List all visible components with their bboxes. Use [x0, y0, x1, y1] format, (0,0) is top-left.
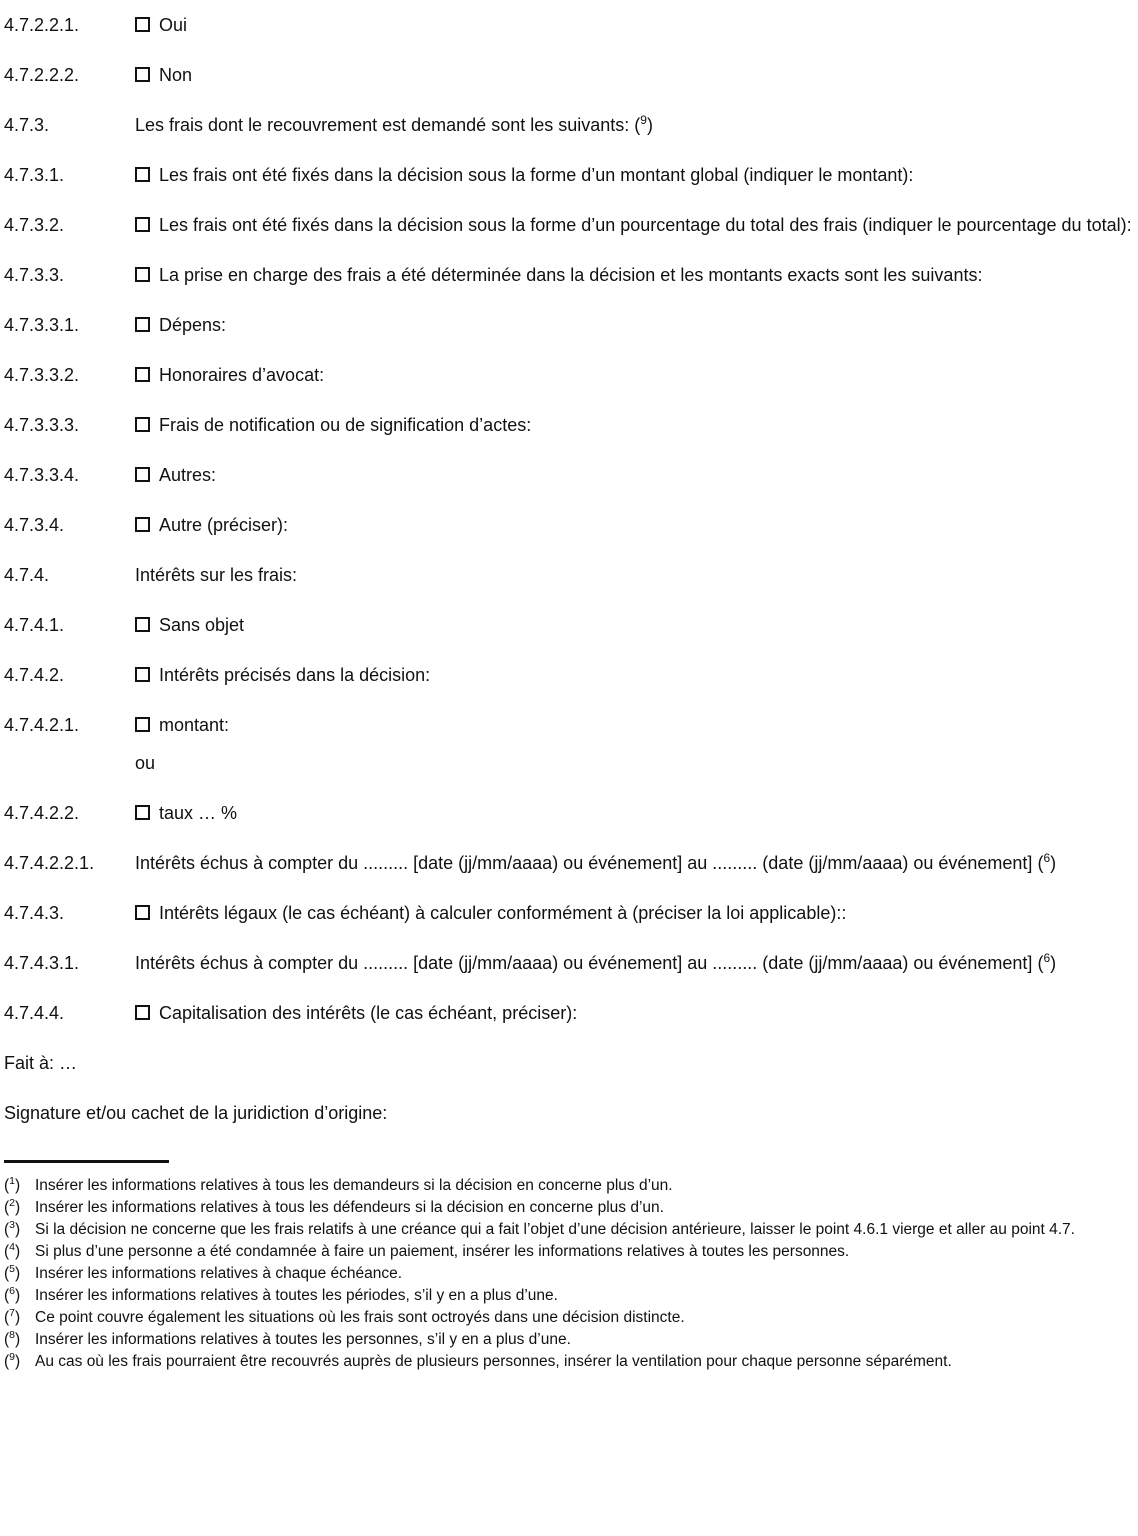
checkbox[interactable] — [135, 217, 150, 232]
item-number: 4.7.3.1. — [4, 165, 65, 185]
footnote-marker: ($^4$) — [4, 1240, 21, 1260]
checkbox[interactable] — [135, 267, 150, 282]
form-item-row — [4, 460, 1134, 490]
footnote-row — [4, 1219, 1134, 1241]
checkbox[interactable] — [135, 17, 150, 32]
form-item-row — [4, 110, 1134, 140]
item-number: 4.7.3.3.2. — [4, 365, 80, 385]
checkbox[interactable] — [135, 805, 150, 820]
closing-signature-line: Signature et/ou cachet de la juridiction d’origine: — [4, 1103, 388, 1123]
item-text: La prise en charge des frais a été déterminée dans la décision et les montants exacts sont les suivants: — [135, 260, 1134, 290]
footnote-text: Insérer les informations relatives à tous les défendeurs si la décision en concerne plus d’un. — [35, 1199, 664, 1216]
form-item-row — [4, 748, 1134, 778]
checkbox[interactable] — [135, 717, 150, 732]
checkbox[interactable] — [135, 667, 150, 682]
item-number: 4.7.4.2. — [4, 665, 65, 685]
footnote-row — [4, 1351, 1134, 1373]
item-number: 4.7.3.3.4. — [4, 465, 80, 485]
footnote-marker: ($^8$) — [4, 1328, 21, 1348]
form-item-row — [4, 898, 1134, 928]
item-text: Frais de notification ou de signification d’actes: — [135, 410, 1134, 440]
checkbox[interactable] — [135, 167, 150, 182]
item-text: Autre (préciser): — [135, 510, 1134, 540]
footnote-row — [4, 1329, 1134, 1351]
form-item-row — [4, 10, 1134, 40]
checkbox[interactable] — [135, 517, 150, 532]
form-item-row — [4, 210, 1134, 240]
item-text: Les frais ont été fixés dans la décision sous la forme d’un montant global (indiquer le montant): — [135, 160, 1134, 190]
item-text: taux … % — [135, 798, 1134, 828]
item-number: 4.7.3.3.1. — [4, 315, 80, 335]
item-number: 4.7.4.2.1. — [4, 715, 80, 735]
item-number: 4.7.3.4. — [4, 515, 65, 535]
footnote-marker: ($^7$) — [4, 1306, 21, 1326]
item-number: 4.7.4.1. — [4, 615, 65, 635]
item-text: ou — [135, 753, 156, 773]
item-text: Intérêts légaux (le cas échéant) à calculer conformément à (préciser la loi applicable):: — [135, 898, 1134, 928]
item-number: 4.7.4.4. — [4, 1003, 65, 1023]
footnote-text: Insérer les informations relatives à tous les demandeurs si la décision en concerne plus d’un. — [35, 1177, 673, 1194]
footnote-row — [4, 1175, 1134, 1197]
footnote-row — [4, 1241, 1134, 1263]
item-number — [4, 748, 135, 778]
form-item-row — [4, 660, 1134, 690]
footnote-marker: ($^3$) — [4, 1218, 21, 1238]
footnote-marker: ($^2$) — [4, 1196, 21, 1216]
footnote-ref: ($^9$) — [634, 113, 653, 135]
form-item-row — [4, 848, 1134, 878]
form-items-list — [4, 10, 1134, 1028]
form-item-row — [4, 560, 1134, 590]
footnote-text: Insérer les informations relatives à chaque échéance. — [35, 1265, 403, 1282]
checkbox[interactable] — [135, 617, 150, 632]
checkbox[interactable] — [135, 367, 150, 382]
footnote-row — [4, 1263, 1134, 1285]
item-number: 4.7.2.2.1. — [4, 15, 80, 35]
item-number: 4.7.4.2.2. — [4, 803, 80, 823]
footnote-text: Au cas où les frais pourraient être recouvrés auprès de plusieurs personnes, insérer la ventilation pour chaque personne séparément. — [35, 1353, 952, 1370]
item-text: Les frais dont le recouvrement est demandé sont les suivants: ($^9$) — [135, 113, 653, 135]
footnote-ref: ($^6$) — [1037, 851, 1057, 873]
form-item-row — [4, 948, 1134, 978]
footnotes-list — [4, 1175, 1134, 1373]
item-text: Intérêts échus à compter du ......... [date (jj/mm/aaaa) ou événement] au ......... (date (jj/mm/aaaa) ou événement] ($^6$) — [135, 851, 1057, 873]
footnote-text: Si plus d’une personne a été condamnée à faire un paiement, insérer les informations relatives à toutes les personnes. — [35, 1243, 850, 1260]
item-text: Dépens: — [135, 310, 1134, 340]
item-text: Honoraires d’avocat: — [135, 360, 1134, 390]
item-number: 4.7.4.3. — [4, 903, 65, 923]
form-item-row — [4, 310, 1134, 340]
footnote-row — [4, 1285, 1134, 1307]
form-item-row — [4, 360, 1134, 390]
checkbox[interactable] — [135, 67, 150, 82]
item-text: Autres: — [135, 460, 1134, 490]
form-item-row — [4, 160, 1134, 190]
item-text: Les frais ont été fixés dans la décision sous la forme d’un pourcentage du total des frais (indiquer le pourcentage du total): — [135, 210, 1134, 240]
footnote-marker: ($^6$) — [4, 1284, 21, 1304]
item-text: Capitalisation des intérêts (le cas échéant, préciser): — [135, 998, 1134, 1028]
form-item-row — [4, 798, 1134, 828]
footnote-text: Ce point couvre également les situations où les frais sont octroyés dans une décision distincte. — [35, 1309, 685, 1326]
item-number: 4.7.3.3. — [4, 265, 65, 285]
footnote-divider — [4, 1160, 169, 1163]
checkbox[interactable] — [135, 467, 150, 482]
form-item-row — [4, 410, 1134, 440]
item-text: Sans objet — [135, 610, 1134, 640]
footnote-text: Insérer les informations relatives à toutes les périodes, s’il y en a plus d’une. — [35, 1287, 558, 1304]
form-item-row — [4, 610, 1134, 640]
item-text: Intérêts sur les frais: — [135, 565, 298, 585]
item-number: 4.7.4.3.1. — [4, 953, 80, 973]
form-item-row — [4, 510, 1134, 540]
item-text: Intérêts échus à compter du ......... [date (jj/mm/aaaa) ou événement] au ......... (date (jj/mm/aaaa) ou événement] ($^6$) — [135, 951, 1057, 973]
checkbox[interactable] — [135, 417, 150, 432]
form-item-row — [4, 60, 1134, 90]
item-number: 4.7.3.2. — [4, 215, 65, 235]
form-item-row — [4, 998, 1134, 1028]
footnote-row — [4, 1307, 1134, 1329]
item-number: 4.7.4. — [4, 565, 50, 585]
footnote-marker: ($^9$) — [4, 1350, 21, 1370]
checkbox[interactable] — [135, 317, 150, 332]
footnote-marker: ($^1$) — [4, 1174, 21, 1194]
form-item-row — [4, 710, 1134, 740]
form-item-row — [4, 260, 1134, 290]
footnote-marker: ($^5$) — [4, 1262, 21, 1282]
item-text: montant: — [135, 710, 1134, 740]
item-number: 4.7.3.3.3. — [4, 415, 80, 435]
checkbox[interactable] — [135, 905, 150, 920]
item-number: 4.7.2.2.2. — [4, 65, 80, 85]
footnote-row — [4, 1197, 1134, 1219]
item-text: Oui — [135, 10, 1134, 40]
item-text: Intérêts précisés dans la décision: — [135, 660, 1134, 690]
closing-place-line: Fait à: … — [4, 1053, 78, 1073]
checkbox[interactable] — [135, 1005, 150, 1020]
item-number: 4.7.3. — [4, 115, 50, 135]
footnote-text: Si la décision ne concerne que les frais relatifs à une créance qui a fait l’objet d’une décision antérieure, laisser le point 4.6.1 vierge et aller au point 4.7. — [35, 1221, 1075, 1238]
item-text: Non — [135, 60, 1134, 90]
item-number: 4.7.4.2.2.1. — [4, 853, 95, 873]
footnote-text: Insérer les informations relatives à toutes les personnes, s’il y en a plus d’une. — [35, 1331, 571, 1348]
footnote-ref: ($^6$) — [1037, 951, 1057, 973]
